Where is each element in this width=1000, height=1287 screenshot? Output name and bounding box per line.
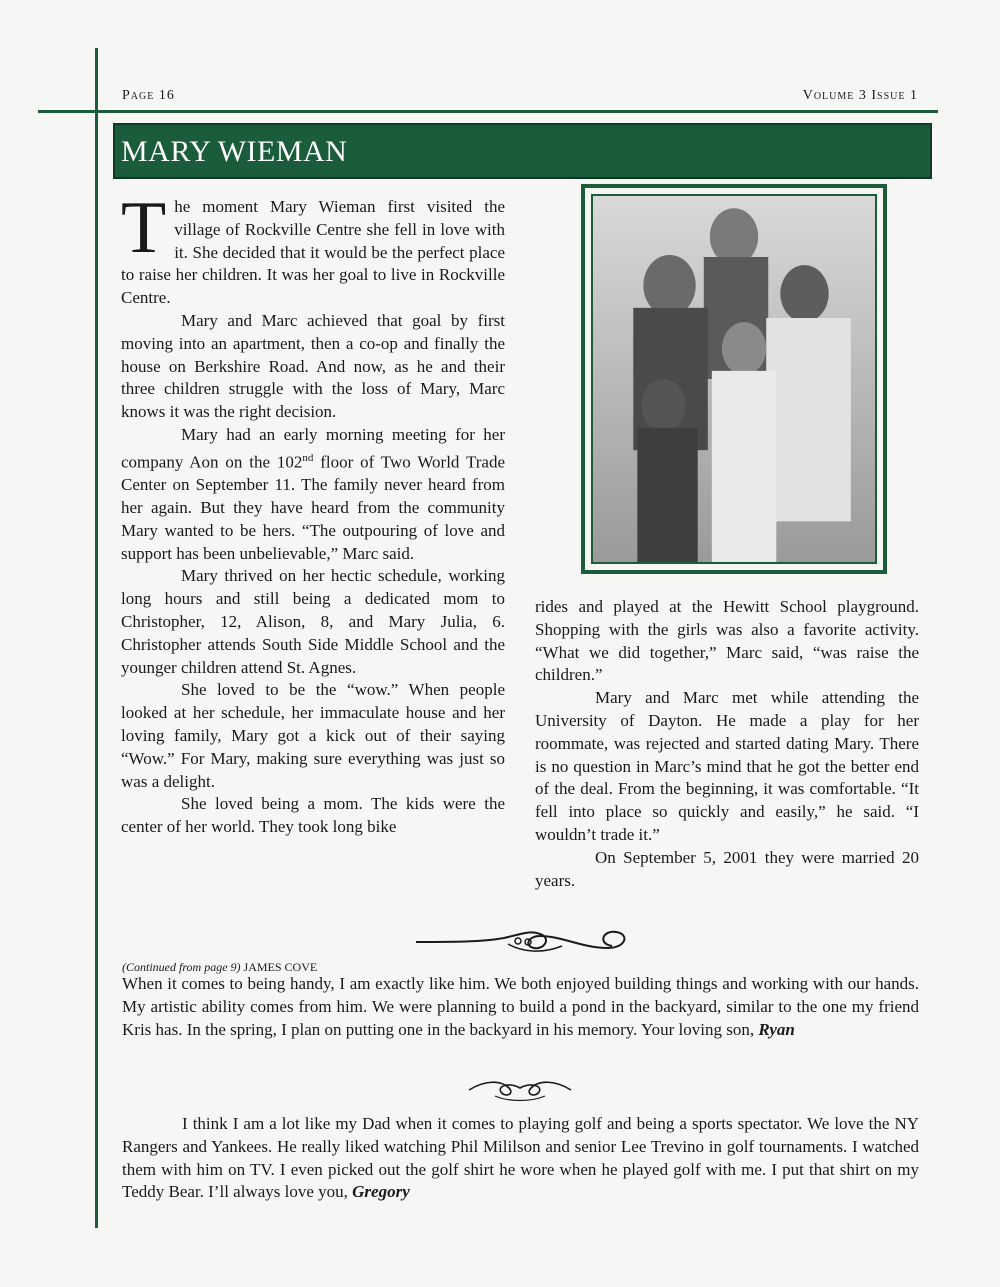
margin-rule-vertical [95,48,98,1228]
article-title-bar [113,123,932,179]
article-paragraph-6-continued: rides and played at the Hewitt School playground. Shopping with the girls was also a favorite activity. “What we did together,” Marc said, “was raise the children.” [535,597,919,685]
family-photo [591,194,877,564]
article-column-left [121,187,506,839]
article-paragraph-3: Mary had an early morning meeting for her company Aon on the 102nd floor of Two World Trade Center on September 11. The family never heard from her again. But they have heard from the community Mary wanted to be hers. “The outpouring of love and support has been unbelievable,” Marc said. [121,424,506,563]
article-paragraph-2: Mary and Marc achieved that goal by first moving into an apartment, then a co-op and finally the house on Berkshire Road. And now, as he and their three children struggle with the loss of Mary, Marc knows it was the right decision. [121,310,505,422]
article-paragraph-4: Mary thrived on her hectic schedule, working long hours and still being a dedicated mom to Christopher, 12, Alison, 8, and Mary Julia, 6. Christopher attends South Side Middle School and the younger children attend St. Agnes. [121,566,505,677]
article-paragraph-7: Mary and Marc met while attending the University of Dayton. He made a play for her roommate, was rejected and started dating Mary. There is no question in Marc’s mind that he got the better end of the deal. From the beginning, it was comfortable. “It fell into place so quickly and easily,” he said. “I wouldn’t trade it.” [535,688,919,844]
article-title: MARY WIEMAN [121,135,348,168]
continued-note: (Continued from page 9) JAMES COVE [122,960,318,974]
family-photo-frame [581,184,887,574]
article-paragraph-5: She loved to be the “wow.” When people looked at her schedule, her immaculate house and her loving family, Mary got a kick out of their saying “Wow.” For Mary, making sure everything was just so was a delight. [121,680,505,791]
ornament-scroll-icon [465,1076,575,1102]
article-paragraph-1: The moment Mary Wieman first visited the village of Rockville Centre she fell in love with it. She decided that it would be the perfect place to raise her children. It was her goal to live in Rockville Centre. [121,187,505,308]
drop-cap: T [121,187,167,269]
gregory-tribute: I think I am a lot like my Dad when it comes to playing golf and being a sports spectator. We love the NY Rangers and Yankees. He really liked watching Phil Mililson and senior Lee Trevino in golf tournaments. I watched them with him on TV. I even picked out the golf shirt he wore when he played golf with me. I put that shirt on my Teddy Bear. I’ll always love you, Gregory [122,1114,919,1202]
gregory-signature: Gregory [352,1182,410,1202]
article-paragraph-6: She loved being a mom. The kids were the center of her world. They took long bike [121,794,505,837]
volume-issue: Volume 3 Issue 1 [802,88,918,103]
ryan-tribute: When it comes to being handy, I am exactly like him. We both enjoyed building things and working with our hands. My artistic ability comes from him. We were planning to build a pond in the backyard, similar to the one my friend Kris has. In the spring, I plan on putting one in the backyard in his memory. Your loving son, Ryan [122,974,919,1039]
article-column-right [535,596,919,892]
header-rule [38,110,938,113]
page-number: Page 16 [122,88,175,103]
ryan-signature: Ryan [758,1019,795,1039]
article-paragraph-8: On September 5, 2001 they were married 20 years. [535,847,919,890]
ornament-divider-icon [412,924,632,958]
